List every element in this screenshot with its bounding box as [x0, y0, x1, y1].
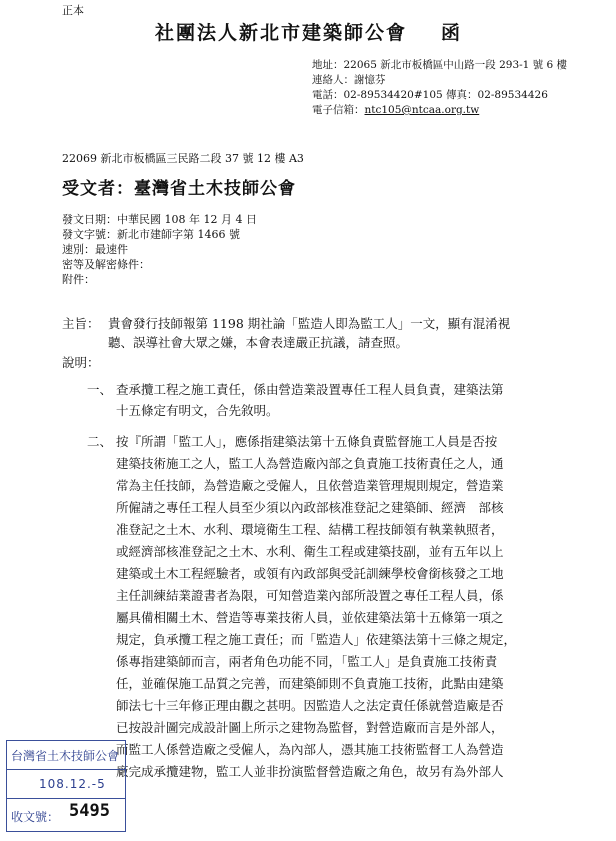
secrecy-class: 密等及解密條件：: [62, 258, 150, 271]
item-line: 已按設計圖完成設計圖上所示之建物為監督，對營造廠而言是外部人，: [116, 720, 504, 735]
subject-label: 主旨：: [62, 316, 100, 331]
email-label: 電子信箱：: [312, 104, 365, 116]
item-line: 或經濟部核准登記之土木、水利、衛生工程或建築技副，並有五年以上: [116, 544, 504, 559]
stamp-date: 108.12.-5: [39, 777, 106, 791]
item-line: 主任訓練結業證書者為限，可知營造業內部所設置之專任工程人員，係: [116, 588, 504, 603]
item-line: 師法七十三年修正理由觀之甚明。因監造人之法定責任係就營造廠是否: [116, 698, 504, 713]
item-line: 准登記之土木、水利、環境衛生工程、結構工程技師領有執業執照者，: [116, 522, 504, 537]
email-link[interactable]: ntc105@ntcaa.org.tw: [364, 104, 480, 116]
recipient-address: 22069 新北市板橋區三民路二段 37 號 12 樓 A3: [62, 152, 304, 165]
item-line: 係專指建築師而言，兩者角色功能不同，「監工人」是負責施工技術責: [116, 654, 498, 669]
item-line: 查承攬工程之施工責任，係由營造業設置專任工程人員負責，建築法第: [116, 382, 504, 397]
item-line: 任，並確保施工品質之完善，而建築師則不負責施工技術，此點由建築: [116, 676, 504, 691]
item-number: 二、: [87, 434, 113, 449]
item-line: 建築或土木工程經驗者，或領有內政部與受託訓練學校會銜核發之工地: [116, 566, 504, 581]
recipient: 受文者：臺灣省土木技師公會: [62, 179, 296, 199]
item-line: 建築技術施工之人，監工人為營造廠內部之負責施工技術責任之人，通: [116, 456, 504, 471]
stamp-org: 台灣省土木技師公會: [11, 749, 120, 763]
explanation-label: 說明：: [62, 355, 100, 370]
contact-person: 連絡人：謝憶芬: [312, 74, 386, 86]
contact-email-row: [312, 103, 479, 117]
item-line: 廠完成承攬建物，監工人並非扮演監督營造廠之角色，故另有為外部人: [116, 764, 504, 779]
speed-class: 速別：最速件: [62, 243, 128, 256]
issue-date: 發文日期：中華民國 108 年 12 月 4 日: [62, 213, 257, 226]
subject-line: 貴會發行技師報第 1198 期社論「監造人即為監工人」一文，顯有混淆視: [108, 316, 511, 331]
item-line: 屬具備相關土木、營造等專業技術人員，並依建築法第十五條第一項之: [116, 610, 504, 625]
item-line: 按『所謂「監工人」，應係指建築法第十五條負責監督施工人員是否按: [116, 434, 498, 449]
item-line: 而監工人係營造廠之受僱人，為內部人，憑其施工技術監督工人為營造: [116, 742, 504, 757]
org-title: [155, 18, 462, 45]
item-line: 規定，負承攬工程之施工責任；而「監造人」依建築法第十三條之規定，: [116, 632, 517, 647]
item-line: 所僱請之專任工程人員至少須以內政部核准登記之建築師、經濟 部核: [116, 500, 504, 515]
stamp-label: 收文號：: [11, 810, 60, 824]
contact-address: 地址：22065 新北市板橋區中山路一段 293-1 號 6 樓: [312, 59, 568, 71]
item-number: 一、: [87, 382, 113, 397]
receipt-stamp: [6, 740, 126, 832]
item-line: 常為主任技師，為營造廠之受僱人，且依營造業管理規則規定，營造業: [116, 478, 504, 493]
doc-type: 函: [441, 22, 463, 44]
issue-number: 發文字號：新北市建師字第 1466 號: [62, 228, 240, 241]
item-line: 十五條定有明文，合先敘明。: [116, 403, 279, 418]
stamp-number: 5495: [69, 801, 110, 821]
attachment: 附件：: [62, 273, 95, 286]
contact-phone-fax: 電話：02-89534420#105 傳真：02-89534426: [312, 89, 548, 101]
doc-corner-label: 正本: [62, 4, 84, 17]
org-name: 社團法人新北市建築師公會: [155, 22, 408, 44]
subject-line: 聽、誤導社會大眾之嫌，本會表達嚴正抗議，請查照。: [108, 335, 409, 350]
